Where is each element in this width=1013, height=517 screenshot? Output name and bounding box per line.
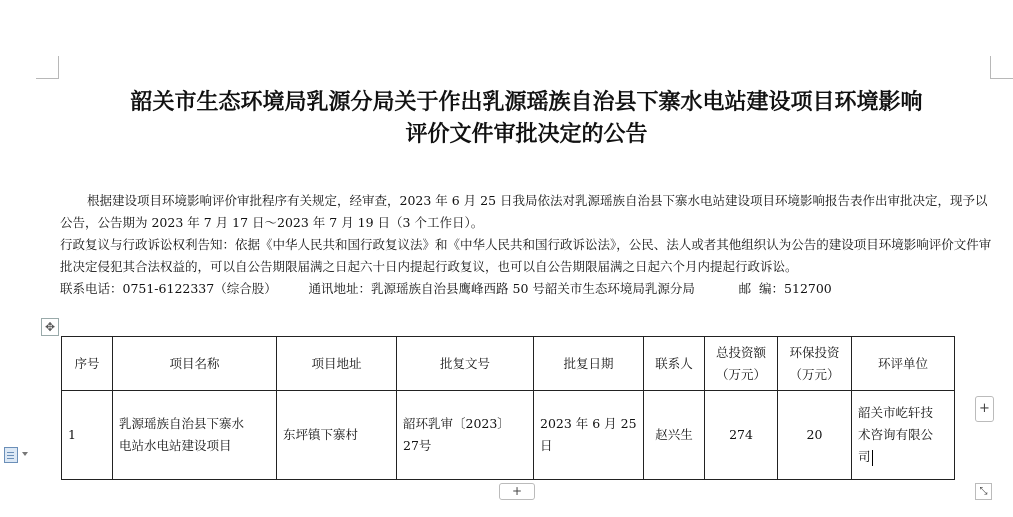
header-env-invest <box>778 337 852 391</box>
document-title <box>40 86 1013 150</box>
header-env-invest-l2: （万元） <box>789 366 840 382</box>
cell-eia-l1: 韶关市屹轩技 <box>858 405 934 420</box>
header-location: 项目地址 <box>277 337 397 391</box>
cell-env-invest[interactable]: 20 <box>778 391 852 480</box>
project-table <box>61 336 955 480</box>
paragraph-rights-notice: 行政复议与行政诉讼权利告知：依据《中华人民共和国行政复议法》和《中华人民共和国行政诉讼法》，公民、法人或者其他组织认为公告的建设项目环境影响评价文件审批决定侵犯其合法权益的，可以自公告期限届满之日起六十日内提起行政复议，也可以自公告期限届满之日起六个月内提起行政诉讼。 <box>60 237 992 274</box>
header-total-invest <box>705 337 778 391</box>
contact-phone: 联系电话：0751-6122337（综合股） <box>60 281 277 296</box>
cell-no[interactable]: 1 <box>62 391 113 480</box>
cell-date-l2: 日 <box>540 438 553 453</box>
header-env-invest-l1: 环保投资 <box>789 344 840 360</box>
cell-name-l1: 乳源瑶族自治县下寨水 <box>119 416 245 431</box>
table-row <box>62 391 955 480</box>
add-column-button[interactable]: + <box>975 396 994 422</box>
contact-postcode: 邮 编：512700 <box>738 281 832 296</box>
add-row-button[interactable]: + <box>499 483 535 500</box>
cell-total-invest[interactable]: 274 <box>705 391 778 480</box>
header-no: 序号 <box>62 337 113 391</box>
cell-date[interactable] <box>534 391 644 480</box>
page-corner-mark-top-right <box>990 56 1013 79</box>
header-total-invest-l1: 总投资额 <box>715 344 766 360</box>
cell-doc-l1: 韶环乳审〔2023〕 <box>403 416 510 431</box>
page-corner-mark-top-left <box>36 56 59 79</box>
title-line-2: 评价文件审批决定的公告 <box>405 121 648 147</box>
cell-eia-l3 <box>858 446 948 468</box>
cell-name[interactable] <box>113 391 277 480</box>
table-move-handle-icon[interactable]: ✥ <box>41 318 59 336</box>
document-body <box>60 190 992 300</box>
text-cursor <box>872 450 873 466</box>
table-resize-handle-icon[interactable]: ⤡ <box>975 483 992 500</box>
header-name: 项目名称 <box>113 337 277 391</box>
document-icon[interactable] <box>4 447 18 463</box>
cell-name-l2: 电站水电站建设项目 <box>119 438 232 453</box>
title-line-1: 韶关市生态环境局乳源分局关于作出乳源瑶族自治县下寨水电站建设项目环境影响 <box>130 89 923 115</box>
cell-eia-l2: 术咨询有限公 <box>858 427 934 442</box>
cell-doc[interactable] <box>397 391 534 480</box>
header-date: 批复日期 <box>534 337 644 391</box>
header-contact: 联系人 <box>644 337 705 391</box>
contact-address: 通讯地址：乳源瑶族自治县鹰峰西路 50 号韶关市生态环境局乳源分局 <box>308 281 695 296</box>
cell-contact[interactable]: 赵兴生 <box>644 391 705 480</box>
cell-date-l1: 2023 年 6 月 25 <box>540 416 637 431</box>
contact-line <box>60 278 992 300</box>
chevron-down-icon[interactable] <box>22 452 28 456</box>
header-total-invest-l2: （万元） <box>715 366 766 382</box>
cell-doc-l2: 27号 <box>403 438 432 453</box>
cell-eia-unit[interactable] <box>852 391 955 480</box>
cell-location[interactable]: 东坪镇下寨村 <box>277 391 397 480</box>
cell-eia-l3-text: 司 <box>858 449 871 464</box>
table-header-row <box>62 337 955 391</box>
header-doc: 批复文号 <box>397 337 534 391</box>
paragraph-approval: 根据建设项目环境影响评价审批程序有关规定，经审查，2023 年 6 月 25 日我局依法对乳源瑶族自治县下寨水电站建设项目环境影响报告表作出审批决定，现予以公告，公告期为 2023 年 7 月 17 日～2023 年 7 月 19 日（3 个工作日）。 <box>60 193 988 230</box>
header-eia-unit: 环评单位 <box>852 337 955 391</box>
